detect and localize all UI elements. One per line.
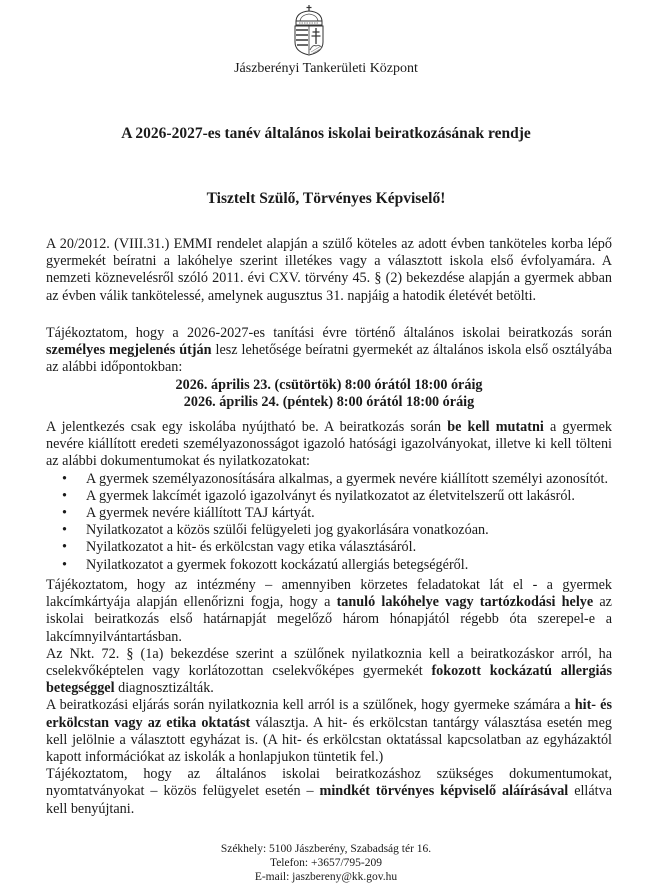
text-segment: Tájékoztatom, hogy az általános iskolai beiratkozáshoz szükséges dokumentumokat, nyomtatványokat – közös felügyelet esetén –: [46, 766, 612, 800]
paragraph-text: [46, 419, 612, 471]
paragraph-text: [46, 325, 612, 377]
text-segment: Az Nkt. 72. § (1a) bekezdése szerint a szülőnek nyilatkoznia kell a beiratkozáskor arról, ha cselekvőképtelen vagy korlátozottan cselekvőképes gyermekét: [46, 645, 612, 680]
footer-address: Székhely: 5100 Jászberény, Szabadság tér 16.: [220, 843, 432, 855]
text-segment: lesz lehetősége beíratni gyermekét az általános iskola első osztályába az alábbi időpontokban:: [46, 342, 612, 376]
text-segment: a gyermek nevére kiállított eredeti személyazonosságot igazoló hatósági igazolványokat, illetve ki kell tölteni az alábbi dokumentumokat és nyilatkozatokat:: [46, 419, 613, 470]
emphasis-text: hit- és erkölcstan vagy az etika oktatást: [46, 697, 612, 731]
footer-email: E-mail: jaszbereny@kk.gov.hu: [254, 871, 398, 883]
footer-contact: [0, 842, 652, 884]
emphasis-text: fokozott kockázatú allergiás betegséggel: [46, 663, 612, 697]
emphasis-text: be kell mutatni: [447, 419, 544, 435]
paragraph-signatures: [46, 766, 612, 818]
emphasis-text: tanuló lakóhelye vagy tartózkodási helye: [336, 594, 594, 611]
list-item: • Nyilatkozatot a gyermek fokozott kockázatú allergiás betegségéről.: [86, 557, 612, 574]
paragraph-text: A 20/2012. (VIII.31.) EMMI rendelet alapján a szülő köteles az adott évben tanköteles korba lépő gyermekét beíratni a lakóhelye szerint illetékes vagy a választott iskola első évfolyamára. A nemzeti köznevelésről szóló 2011. évi CXV. törvény 45. § (2) bekezdése alapján a gyermek abban az évben válik tankötelessé, amelynek augusztus 31. napjáig a hatodik életévét betölti.: [46, 236, 612, 304]
text-segment: ellátva kell benyújtani.: [46, 783, 613, 817]
paragraph-religion-ethics: [46, 697, 612, 766]
emphasis-text: személyes megjelenés útján: [46, 342, 212, 359]
paragraph-group-notices: [46, 577, 612, 818]
text-segment: Tájékoztatom, hogy a 2026-2027-es tanítási évre történő általános iskolai beiratkozás során: [46, 325, 612, 341]
required-documents-list: [46, 471, 612, 574]
list-item: • Nyilatkozatot a közös szülői felügyeleti jog gyakorlására vonatkozóan.: [86, 522, 612, 539]
text-segment: választja. A hit- és erkölcstan tantárgy választása esetén meg kell jelölnie a választott egyházat is. (A hit- és erkölcstan oktatással kapcsolatban az egyházaktól kapott információkat az iskolák a honlapjukon tüntetik fel.): [46, 714, 612, 766]
paragraph-residence-check: [46, 577, 612, 646]
footer-phone: Telefon: +3657/795-209: [269, 857, 383, 869]
paragraph-legal-basis: [46, 236, 612, 305]
document-title: A 2026-2027-es tanév általános iskolai beiratkozásának rendje: [121, 125, 531, 142]
emphasis-text: mindkét törvényes képviselő aláírásával: [319, 783, 569, 800]
list-item: • A gyermek nevére kiállított TAJ kártyát.: [86, 505, 612, 522]
paragraph-required-documents: [46, 419, 612, 574]
enrollment-date-1: 2026. április 23. (csütörtök) 8:00 órától 18:00 óráig: [175, 376, 483, 393]
hungarian-coat-of-arms-icon: [291, 4, 327, 56]
text-segment: A beiratkozási eljárás során nyilatkoznia kell arról is a szülőnek, hogy gyermeke számára a: [46, 697, 575, 714]
paragraph-allergy-statement: [46, 646, 612, 698]
text-segment: diagnosztizálták.: [114, 680, 214, 697]
paragraph-enrollment-dates: [46, 325, 612, 411]
list-item: • A gyermek személyazonosítására alkalmas, a gyermek nevére kiállított személyi azonosítót.: [86, 471, 612, 488]
enrollment-date-2: 2026. április 24. (péntek) 8:00 órától 18:00 óráig: [183, 393, 475, 410]
salutation: Tisztelt Szülő, Törvényes Képviselő!: [206, 190, 446, 207]
list-item: • Nyilatkozatot a hit- és erkölcstan vagy etika választásáról.: [86, 539, 612, 556]
text-segment: A jelentkezés csak egy iskolába nyújtható be. A beiratkozás során: [46, 419, 448, 435]
list-item: • A gyermek lakcímét igazoló igazolványt és nyilatkozatot az életvitelszerű ott lakásról.: [86, 488, 612, 505]
text-segment: Tájékoztatom, hogy az intézmény – amennyiben körzetes feladatokat lát el - a gyermek lakcímkártyája alapján ellenőrizni fogja, hogy a: [46, 577, 612, 611]
text-segment: az iskolai beiratkozás első határnapját megelőző három hónapjától régebb óta szerepel-e a lakcímnyilvántartásban.: [46, 594, 612, 645]
organization-name: Jászberényi Tankerületi Központ: [234, 61, 418, 76]
